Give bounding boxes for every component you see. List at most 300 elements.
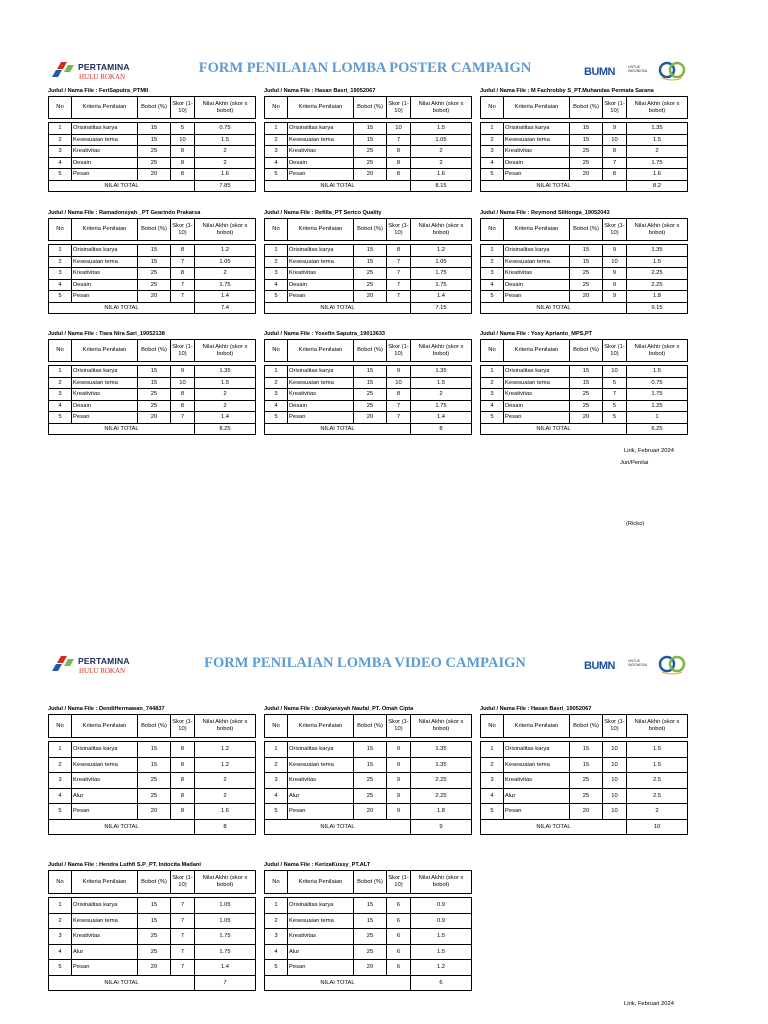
- total-row: [481, 819, 688, 835]
- col-header-score: Skor (1-10): [603, 97, 627, 119]
- cell-criteria: Orisinalitas karya: [288, 366, 354, 378]
- col-header-criteria: Kriteria Penilaian: [72, 715, 138, 738]
- cell-weight: 15: [354, 134, 387, 146]
- total-label: NILAI TOTAL: [49, 180, 195, 192]
- cell-score: 5: [603, 377, 627, 389]
- cell-score: 7: [171, 279, 195, 291]
- cell-weight: 15: [570, 757, 603, 773]
- entry-title: Judul / Nama File : KerizaKussy_PT.ALT: [264, 862, 371, 868]
- cell-criteria: Kesesuaian tema: [72, 757, 138, 773]
- cell-final: 1.4: [195, 960, 256, 976]
- table-row: [49, 279, 256, 291]
- cell-no: 1: [481, 366, 504, 378]
- table-row: [49, 804, 256, 820]
- cell-criteria: Pesan: [504, 291, 570, 303]
- col-header-weight: Bobot (%): [354, 340, 387, 362]
- cell-no: 3: [265, 929, 288, 945]
- video-footer-place-date: Lirik, Februari 2024: [624, 1001, 674, 1007]
- cell-final: 1.05: [411, 256, 472, 268]
- cell-score: 8: [387, 146, 411, 158]
- table-row: [481, 157, 688, 169]
- cell-score: 9: [387, 366, 411, 378]
- cell-no: 2: [265, 377, 288, 389]
- header-row: [481, 715, 688, 738]
- cell-weight: 25: [354, 268, 387, 280]
- total-value: 6: [411, 975, 472, 991]
- cell-final: 1: [627, 412, 688, 424]
- cell-no: 1: [49, 898, 72, 914]
- col-header-weight: Bobot (%): [570, 97, 603, 119]
- cell-final: 1.4: [411, 291, 472, 303]
- table-row: [49, 757, 256, 773]
- cell-no: 4: [265, 400, 288, 412]
- col-header-criteria: Kriteria Penilaian: [504, 97, 570, 119]
- cell-criteria: Orisinalitas karya: [504, 123, 570, 135]
- cell-weight: 25: [354, 389, 387, 401]
- cell-criteria: Kesesuaian tema: [72, 913, 138, 929]
- cell-no: 1: [49, 366, 72, 378]
- table-row: [481, 804, 688, 820]
- col-header-no: No: [481, 219, 504, 241]
- cell-weight: 25: [138, 788, 171, 804]
- table-row: [265, 389, 472, 401]
- col-header-weight: Bobot (%): [138, 219, 171, 241]
- poster-sign-name: (Ricko): [626, 521, 645, 527]
- cell-score: 10: [387, 123, 411, 135]
- cell-no: 4: [49, 944, 72, 960]
- cell-weight: 25: [138, 146, 171, 158]
- entry-title: Judul / Nama File : Hasan Basri_19052067: [264, 88, 376, 94]
- cell-criteria: Desain: [288, 279, 354, 291]
- cell-no: 2: [265, 134, 288, 146]
- col-header-criteria: Kriteria Penilaian: [288, 219, 354, 241]
- cell-no: 4: [265, 788, 288, 804]
- cell-no: 4: [265, 279, 288, 291]
- cell-criteria: Pesan: [288, 291, 354, 303]
- cell-score: 8: [171, 146, 195, 158]
- table-row: [49, 389, 256, 401]
- cell-final: 1.2: [195, 742, 256, 758]
- cell-criteria: Alur: [288, 944, 354, 960]
- cell-criteria: Orisinalitas karya: [72, 742, 138, 758]
- cell-criteria: Desain: [504, 157, 570, 169]
- cell-score: 8: [171, 742, 195, 758]
- table-row: [49, 245, 256, 257]
- cell-criteria: Pesan: [504, 804, 570, 820]
- table-row: [49, 291, 256, 303]
- total-value: 8: [195, 819, 256, 835]
- cell-no: 1: [481, 742, 504, 758]
- table-row: [49, 123, 256, 135]
- score-table: [264, 339, 472, 435]
- cell-final: 1.2: [411, 960, 472, 976]
- cell-no: 5: [265, 960, 288, 976]
- cell-no: 3: [49, 389, 72, 401]
- table-row: [265, 377, 472, 389]
- cell-final: 1.8: [627, 291, 688, 303]
- table-row: [481, 377, 688, 389]
- cell-final: 1.5: [627, 256, 688, 268]
- total-label: NILAI TOTAL: [265, 975, 411, 991]
- cell-final: 1.6: [195, 169, 256, 181]
- cell-score: 9: [603, 268, 627, 280]
- cell-score: 8: [603, 146, 627, 158]
- logo-name: PERTAMINA: [78, 656, 130, 666]
- cell-final: 2: [627, 804, 688, 820]
- score-table: [264, 96, 472, 192]
- cell-weight: 25: [354, 944, 387, 960]
- total-row: [265, 423, 472, 435]
- cell-score: 8: [171, 788, 195, 804]
- cell-weight: 25: [138, 929, 171, 945]
- poster-entry-block: [48, 329, 255, 435]
- cell-criteria: Orisinalitas karya: [504, 742, 570, 758]
- cell-score: 8: [171, 169, 195, 181]
- total-row: [49, 302, 256, 314]
- table-row: [265, 134, 472, 146]
- cell-score: 9: [603, 279, 627, 291]
- cell-no: 2: [481, 377, 504, 389]
- total-value: 8.2: [627, 180, 688, 192]
- cell-score: 8: [171, 773, 195, 789]
- col-header-final: Nilai Akhir (skor x bobot): [195, 97, 256, 119]
- total-label: NILAI TOTAL: [265, 819, 411, 835]
- table-row: [265, 412, 472, 424]
- cell-criteria: Kesesuaian tema: [504, 757, 570, 773]
- col-header-weight: Bobot (%): [354, 715, 387, 738]
- cell-no: 5: [49, 960, 72, 976]
- cell-score: 10: [603, 256, 627, 268]
- header-row: [265, 871, 472, 894]
- cell-no: 1: [265, 898, 288, 914]
- cell-criteria: Orisinalitas karya: [72, 123, 138, 135]
- cell-score: 8: [171, 804, 195, 820]
- entry-title: Judul / Nama File : Reymond Silitonga_19052043: [480, 210, 610, 216]
- cell-weight: 20: [354, 960, 387, 976]
- score-table: [264, 218, 472, 314]
- total-label: NILAI TOTAL: [481, 423, 627, 435]
- table-row: [265, 773, 472, 789]
- cell-no: 5: [49, 804, 72, 820]
- poster-entry-block: [264, 329, 471, 435]
- cell-criteria: Kesesuaian tema: [288, 134, 354, 146]
- logo-name: PERTAMINA: [78, 62, 130, 72]
- cell-score: 9: [387, 788, 411, 804]
- cell-no: 3: [265, 389, 288, 401]
- table-row: [265, 146, 472, 158]
- total-value: 7: [195, 975, 256, 991]
- cell-criteria: Kesesuaian tema: [288, 377, 354, 389]
- cell-score: 7: [387, 279, 411, 291]
- table-row: [49, 366, 256, 378]
- poster-form-title: FORM PENILAIAN LOMBA POSTER CAMPAIGN: [198, 60, 532, 76]
- anniversary-66-icon: [658, 654, 686, 676]
- table-row: [265, 960, 472, 976]
- cell-no: 4: [481, 279, 504, 291]
- cell-criteria: Kesesuaian tema: [288, 757, 354, 773]
- table-row: [265, 757, 472, 773]
- cell-criteria: Kreativitas: [288, 929, 354, 945]
- cell-weight: 15: [138, 757, 171, 773]
- col-header-no: No: [49, 715, 72, 738]
- cell-criteria: Pesan: [72, 804, 138, 820]
- cell-criteria: Pesan: [504, 169, 570, 181]
- bumn-logo: [584, 62, 654, 80]
- video-entry-block: [264, 704, 471, 835]
- total-row: [265, 975, 472, 991]
- col-header-final: Nilai Akhir (skor x bobot): [627, 219, 688, 241]
- score-table: [480, 714, 688, 835]
- cell-score: 7: [171, 960, 195, 976]
- cell-no: 1: [49, 245, 72, 257]
- total-label: NILAI TOTAL: [49, 302, 195, 314]
- cell-weight: 25: [354, 146, 387, 158]
- cell-no: 5: [481, 804, 504, 820]
- table-row: [265, 268, 472, 280]
- table-row: [49, 898, 256, 914]
- cell-score: 10: [603, 742, 627, 758]
- cell-no: 5: [49, 169, 72, 181]
- cell-final: 2: [411, 389, 472, 401]
- cell-score: 10: [603, 804, 627, 820]
- cell-weight: 25: [138, 389, 171, 401]
- cell-final: 1.5: [627, 366, 688, 378]
- cell-weight: 15: [354, 245, 387, 257]
- cell-final: 1.25: [627, 400, 688, 412]
- cell-score: 7: [171, 412, 195, 424]
- cell-final: 1.2: [195, 757, 256, 773]
- table-row: [481, 268, 688, 280]
- bumn-logo: [584, 656, 654, 674]
- col-header-weight: Bobot (%): [354, 871, 387, 894]
- col-header-criteria: Kriteria Penilaian: [288, 97, 354, 119]
- col-header-final: Nilai Akhir (skor x bobot): [411, 97, 472, 119]
- cell-no: 3: [49, 773, 72, 789]
- cell-weight: 15: [354, 377, 387, 389]
- header-row: [481, 97, 688, 119]
- col-header-criteria: Kriteria Penilaian: [72, 871, 138, 894]
- cell-no: 2: [49, 134, 72, 146]
- cell-criteria: Pesan: [288, 169, 354, 181]
- cell-final: 1.5: [195, 134, 256, 146]
- cell-no: 5: [481, 169, 504, 181]
- cell-weight: 20: [570, 169, 603, 181]
- cell-final: 1.75: [627, 157, 688, 169]
- cell-no: 4: [481, 157, 504, 169]
- poster-entry-block: [480, 208, 687, 314]
- total-row: [49, 975, 256, 991]
- cell-final: 1.75: [195, 944, 256, 960]
- table-row: [481, 742, 688, 758]
- col-header-no: No: [481, 340, 504, 362]
- col-header-score: Skor (1-10): [387, 340, 411, 362]
- cell-final: 1.5: [411, 123, 472, 135]
- cell-final: 2.25: [411, 788, 472, 804]
- cell-score: 8: [171, 157, 195, 169]
- table-row: [49, 788, 256, 804]
- cell-score: 10: [603, 134, 627, 146]
- table-row: [265, 123, 472, 135]
- score-table: [480, 339, 688, 435]
- cell-criteria: Kesesuaian tema: [72, 134, 138, 146]
- table-row: [49, 960, 256, 976]
- cell-weight: 25: [354, 773, 387, 789]
- col-header-criteria: Kriteria Penilaian: [504, 340, 570, 362]
- table-row: [49, 400, 256, 412]
- cell-criteria: Orisinalitas karya: [288, 742, 354, 758]
- cell-final: 1.5: [627, 757, 688, 773]
- col-header-score: Skor (1-10): [171, 219, 195, 241]
- col-header-weight: Bobot (%): [354, 219, 387, 241]
- cell-criteria: Orisinalitas karya: [504, 245, 570, 257]
- table-row: [481, 389, 688, 401]
- cell-criteria: Orisinalitas karya: [72, 366, 138, 378]
- poster-sign-role: Juri/Penilai: [620, 460, 649, 466]
- bumn-text: BUMN: [584, 66, 615, 78]
- table-row: [481, 245, 688, 257]
- video-entry-block: [264, 860, 471, 991]
- header-row: [265, 219, 472, 241]
- cell-weight: 15: [138, 366, 171, 378]
- cell-weight: 15: [138, 742, 171, 758]
- cell-final: 1.75: [627, 389, 688, 401]
- cell-score: 9: [603, 245, 627, 257]
- total-row: [265, 302, 472, 314]
- cell-weight: 25: [138, 268, 171, 280]
- col-header-score: Skor (1-10): [171, 871, 195, 894]
- cell-criteria: Kreativitas: [504, 268, 570, 280]
- video-entry-block: [48, 860, 255, 991]
- cell-no: 3: [49, 268, 72, 280]
- cell-no: 3: [49, 929, 72, 945]
- cell-final: 2: [195, 146, 256, 158]
- cell-no: 3: [265, 773, 288, 789]
- cell-score: 6: [387, 898, 411, 914]
- cell-no: 5: [265, 291, 288, 303]
- video-entry-block: [48, 704, 255, 835]
- cell-score: 5: [171, 123, 195, 135]
- cell-no: 2: [49, 913, 72, 929]
- score-table: [48, 870, 256, 991]
- table-row: [49, 377, 256, 389]
- cell-criteria: Desain: [288, 400, 354, 412]
- total-label: NILAI TOTAL: [49, 423, 195, 435]
- cell-final: 2: [195, 400, 256, 412]
- cell-no: 2: [265, 256, 288, 268]
- table-row: [265, 256, 472, 268]
- score-table: [480, 218, 688, 314]
- cell-criteria: Kesesuaian tema: [504, 134, 570, 146]
- video-entry-block: [480, 704, 687, 835]
- cell-final: 1.75: [195, 929, 256, 945]
- cell-weight: 15: [354, 913, 387, 929]
- table-row: [265, 245, 472, 257]
- cell-weight: 25: [138, 400, 171, 412]
- cell-no: 5: [49, 412, 72, 424]
- total-row: [49, 819, 256, 835]
- cell-score: 6: [387, 960, 411, 976]
- cell-criteria: Kreativitas: [504, 773, 570, 789]
- cell-criteria: Kreativitas: [288, 146, 354, 158]
- table-row: [49, 256, 256, 268]
- cell-final: 2.25: [627, 268, 688, 280]
- cell-no: 3: [481, 389, 504, 401]
- cell-final: 2.5: [627, 788, 688, 804]
- cell-criteria: Kesesuaian tema: [288, 256, 354, 268]
- cell-final: 1.8: [411, 804, 472, 820]
- table-row: [265, 366, 472, 378]
- table-row: [481, 146, 688, 158]
- cell-score: 9: [387, 757, 411, 773]
- table-row: [481, 412, 688, 424]
- cell-weight: 20: [570, 412, 603, 424]
- cell-no: 5: [265, 412, 288, 424]
- cell-weight: 20: [354, 169, 387, 181]
- cell-weight: 15: [354, 742, 387, 758]
- col-header-no: No: [481, 97, 504, 119]
- cell-final: 1.75: [411, 268, 472, 280]
- cell-final: 1.35: [195, 366, 256, 378]
- cell-score: 9: [387, 773, 411, 789]
- cell-criteria: Alur: [72, 944, 138, 960]
- cell-weight: 15: [354, 366, 387, 378]
- cell-score: 8: [387, 245, 411, 257]
- cell-weight: 15: [138, 256, 171, 268]
- cell-score: 5: [603, 400, 627, 412]
- cell-final: 1.05: [411, 134, 472, 146]
- cell-final: 1.5: [195, 377, 256, 389]
- header-row: [265, 340, 472, 362]
- cell-final: 2.25: [627, 279, 688, 291]
- table-row: [481, 366, 688, 378]
- cell-weight: 20: [354, 804, 387, 820]
- poster-entry-block: [264, 86, 471, 192]
- cell-final: 2.25: [411, 773, 472, 789]
- cell-score: 8: [171, 245, 195, 257]
- entry-title: Judul / Nama File : Tiara Nira Sari_19052138: [48, 331, 165, 337]
- table-row: [49, 742, 256, 758]
- col-header-score: Skor (1-10): [387, 219, 411, 241]
- col-header-final: Nilai Akhir (skor x bobot): [195, 871, 256, 894]
- cell-score: 7: [603, 157, 627, 169]
- cell-final: 1.2: [195, 245, 256, 257]
- cell-final: 1.5: [411, 929, 472, 945]
- col-header-no: No: [49, 871, 72, 894]
- table-row: [49, 913, 256, 929]
- cell-weight: 25: [354, 157, 387, 169]
- total-label: NILAI TOTAL: [481, 302, 627, 314]
- entry-title: Judul / Nama File : M Fachrobby S_PT.Muhandas Permata Sarana: [480, 88, 654, 94]
- col-header-no: No: [265, 871, 288, 894]
- col-header-final: Nilai Akhir (skor x bobot): [411, 871, 472, 894]
- cell-final: 1.35: [411, 742, 472, 758]
- table-row: [49, 944, 256, 960]
- cell-score: 9: [387, 804, 411, 820]
- col-header-score: Skor (1-10): [387, 871, 411, 894]
- cell-final: 1.05: [195, 913, 256, 929]
- cell-score: 7: [387, 134, 411, 146]
- col-header-score: Skor (1-10): [387, 97, 411, 119]
- cell-weight: 15: [138, 377, 171, 389]
- cell-no: 5: [265, 804, 288, 820]
- table-row: [481, 169, 688, 181]
- total-row: [265, 819, 472, 835]
- entry-title: Judul / Nama File : Dzakyansyah Naufal_PT. Omah Cipta: [264, 706, 414, 712]
- col-header-criteria: Kriteria Penilaian: [72, 97, 138, 119]
- pertamina-flame-icon: [52, 62, 74, 78]
- cell-score: 8: [171, 757, 195, 773]
- col-header-no: No: [49, 340, 72, 362]
